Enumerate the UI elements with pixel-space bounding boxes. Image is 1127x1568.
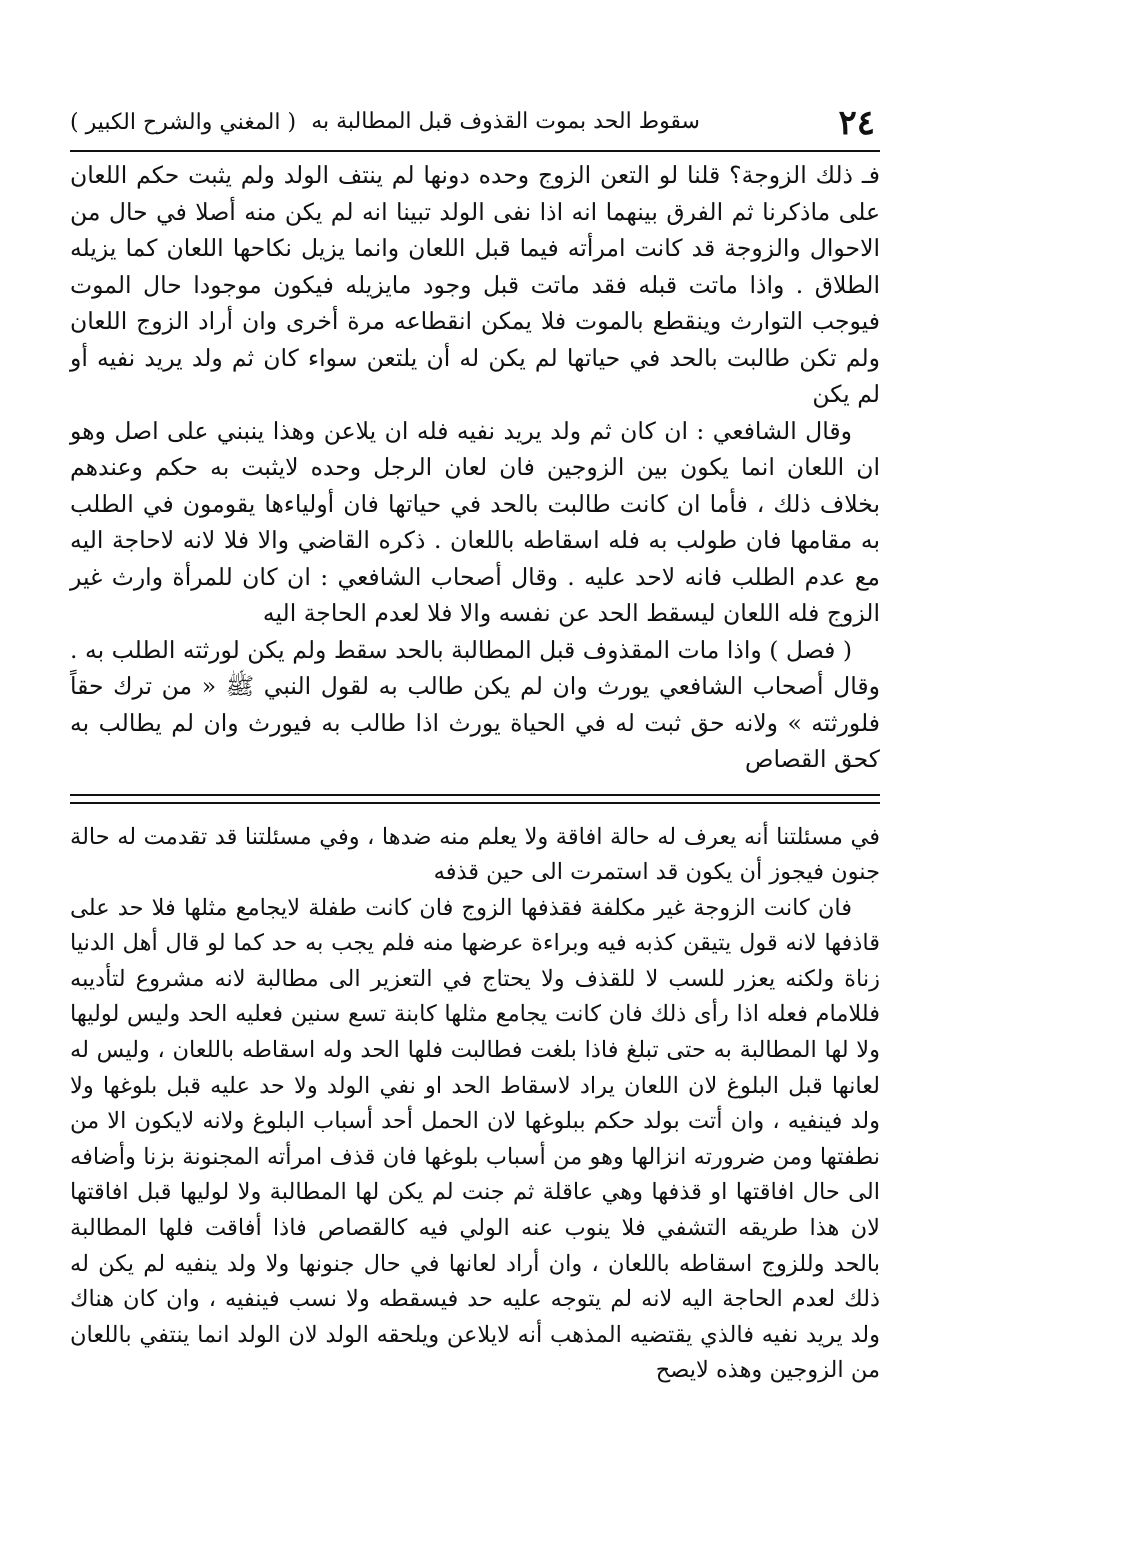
commentary-text	[70, 820, 880, 1390]
paragraph: في مسئلتنا أنه يعرف له حالة افاقة ولا يعلم منه ضدها ، وفي مسئلتنا قد تقدمت له حالة جنون فيجوز أن يكون قد استمرت الى حين قذفه	[70, 823, 880, 886]
book-page	[70, 95, 880, 1389]
book-title: ( المغني والشرح الكبير )	[70, 110, 297, 135]
main-text	[70, 157, 880, 778]
paragraph: وقال الشافعي : ان كان ثم ولد يريد نفيه فله ان يلاعن وهذا ينبني على اصل وهو ان اللعان انما يكون بين الزوجين فان لعان الرجل وحده لايثبت به حكم وعندهم بخلاف ذلك ، فأما ان كانت طالبت بالحد في حياتها فان أولياءها يقومون في الطلب به مقامها فان طولب به فله اسقاطه باللعان . ذكره القاضي والا فلا لانه لاحاجة اليه مع عدم الطلب فانه لاحد عليه . وقال أصحاب الشافعي : ان كان للمرأة وارث غير الزوج فله اللعان ليسقط الحد عن نفسه والا فلا لعدم الحاجة اليه	[70, 416, 880, 627]
running-title: سقوط الحد بموت القذوف قبل المطالبة به	[311, 109, 700, 134]
paragraph: فان كانت الزوجة غير مكلفة فقذفها الزوج فان كانت طفلة لايجامع مثلها فلا حد على قاذفها لانه قول يتيقن كذبه فيه وبراءة عرضها منه فلم يجب به حد كما لو قال أهل الدنيا زناة ولكنه يعزر للسب لا للقذف ولا يحتاج في التعزير الى مطالبة لانه مشروع لتأديبه فللامام فعله اذا رأى ذلك فان كانت يجامع مثلها كابنة تسع سنين فعليه الحد وليس لوليها ولا لها المطالبة به حتى تبلغ فاذا بلغت فطالبت فلها الحد وله اسقاطه باللعان ، وليس له لعانها قبل البلوغ لان اللعان يراد لاسقاط الحد او نفي الولد ولا حد عليه قبل بلوغها ولا ولد فينفيه ، وان أتت بولد حكم ببلوغها لان الحمل أحد أسباب البلوغ ولانه لايكون الا من نطفتها ومن ضرورته انزالها وهو من أسباب بلوغها فان قذف امرأته المجنونة بزنا وأضافه الى حال افاقتها او قذفها وهي عاقلة ثم جنت لم يكن لها المطالبة ولا لوليها قبل افاقتها لان هذا طريقه التشفي فلا ينوب عنه الولي فيه كالقصاص فاذا أفاقت فلها المطالبة بالحد وللزوج اسقاطه باللعان ، وان أراد لعانها في حال جنونها ولا ولد ينفيه لم يكن له ذلك لعدم الحاجة اليه لانه لم يتوجه عليه حد فيسقطه ولا نسب فينفيه ، وان كان هناك ولد يريد نفيه فالذي يقتضيه المذهب أنه لايلاعن ويلحقه الولد لان الولد انما ينتفي باللعان من الزوجين وهذه لايصح	[70, 894, 880, 1384]
paragraph: ( فصل ) واذا مات المقذوف قبل المطالبة بالحد سقط ولم يكن لورثته الطلب به . وقال أصحاب الشافعي يورث وان لم يكن طالب به لقول النبي ﷺ « من ترك حقاً فلورثته » ولانه حق ثبت له في الحياة يورث اذا طالب به فيورث وان لم يطالب به كحق القصاص	[70, 635, 880, 773]
page-number: ٢٤	[838, 102, 875, 143]
page-header	[70, 95, 880, 152]
section-divider	[70, 794, 880, 804]
paragraph: فـ ذلك الزوجة؟ قلنا لو التعن الزوج وحده دونها لم ينتف الولد ولم يثبت حكم اللعان على ماذكرنا ثم الفرق بينهما انه اذا نفى الولد تبينا انه لم يكن منه أصلا في حال من الاحوال والزوجة قد كانت امرأته فيما قبل اللعان وانما يزيل نكاحها اللعان كما يزيله الطلاق . واذا ماتت قبله فقد ماتت قبل وجود مايزيله فيكون موجودا حال الموت فيوجب التوارث وينقطع بالموت فلا يمكن انقطاعه مرة أخرى وان أراد الزوج اللعان ولم تكن طالبت بالحد في حياتها لم يكن له أن يلتعن سواء كان ثم ولد يريد نفيه أو لم يكن	[70, 161, 880, 408]
